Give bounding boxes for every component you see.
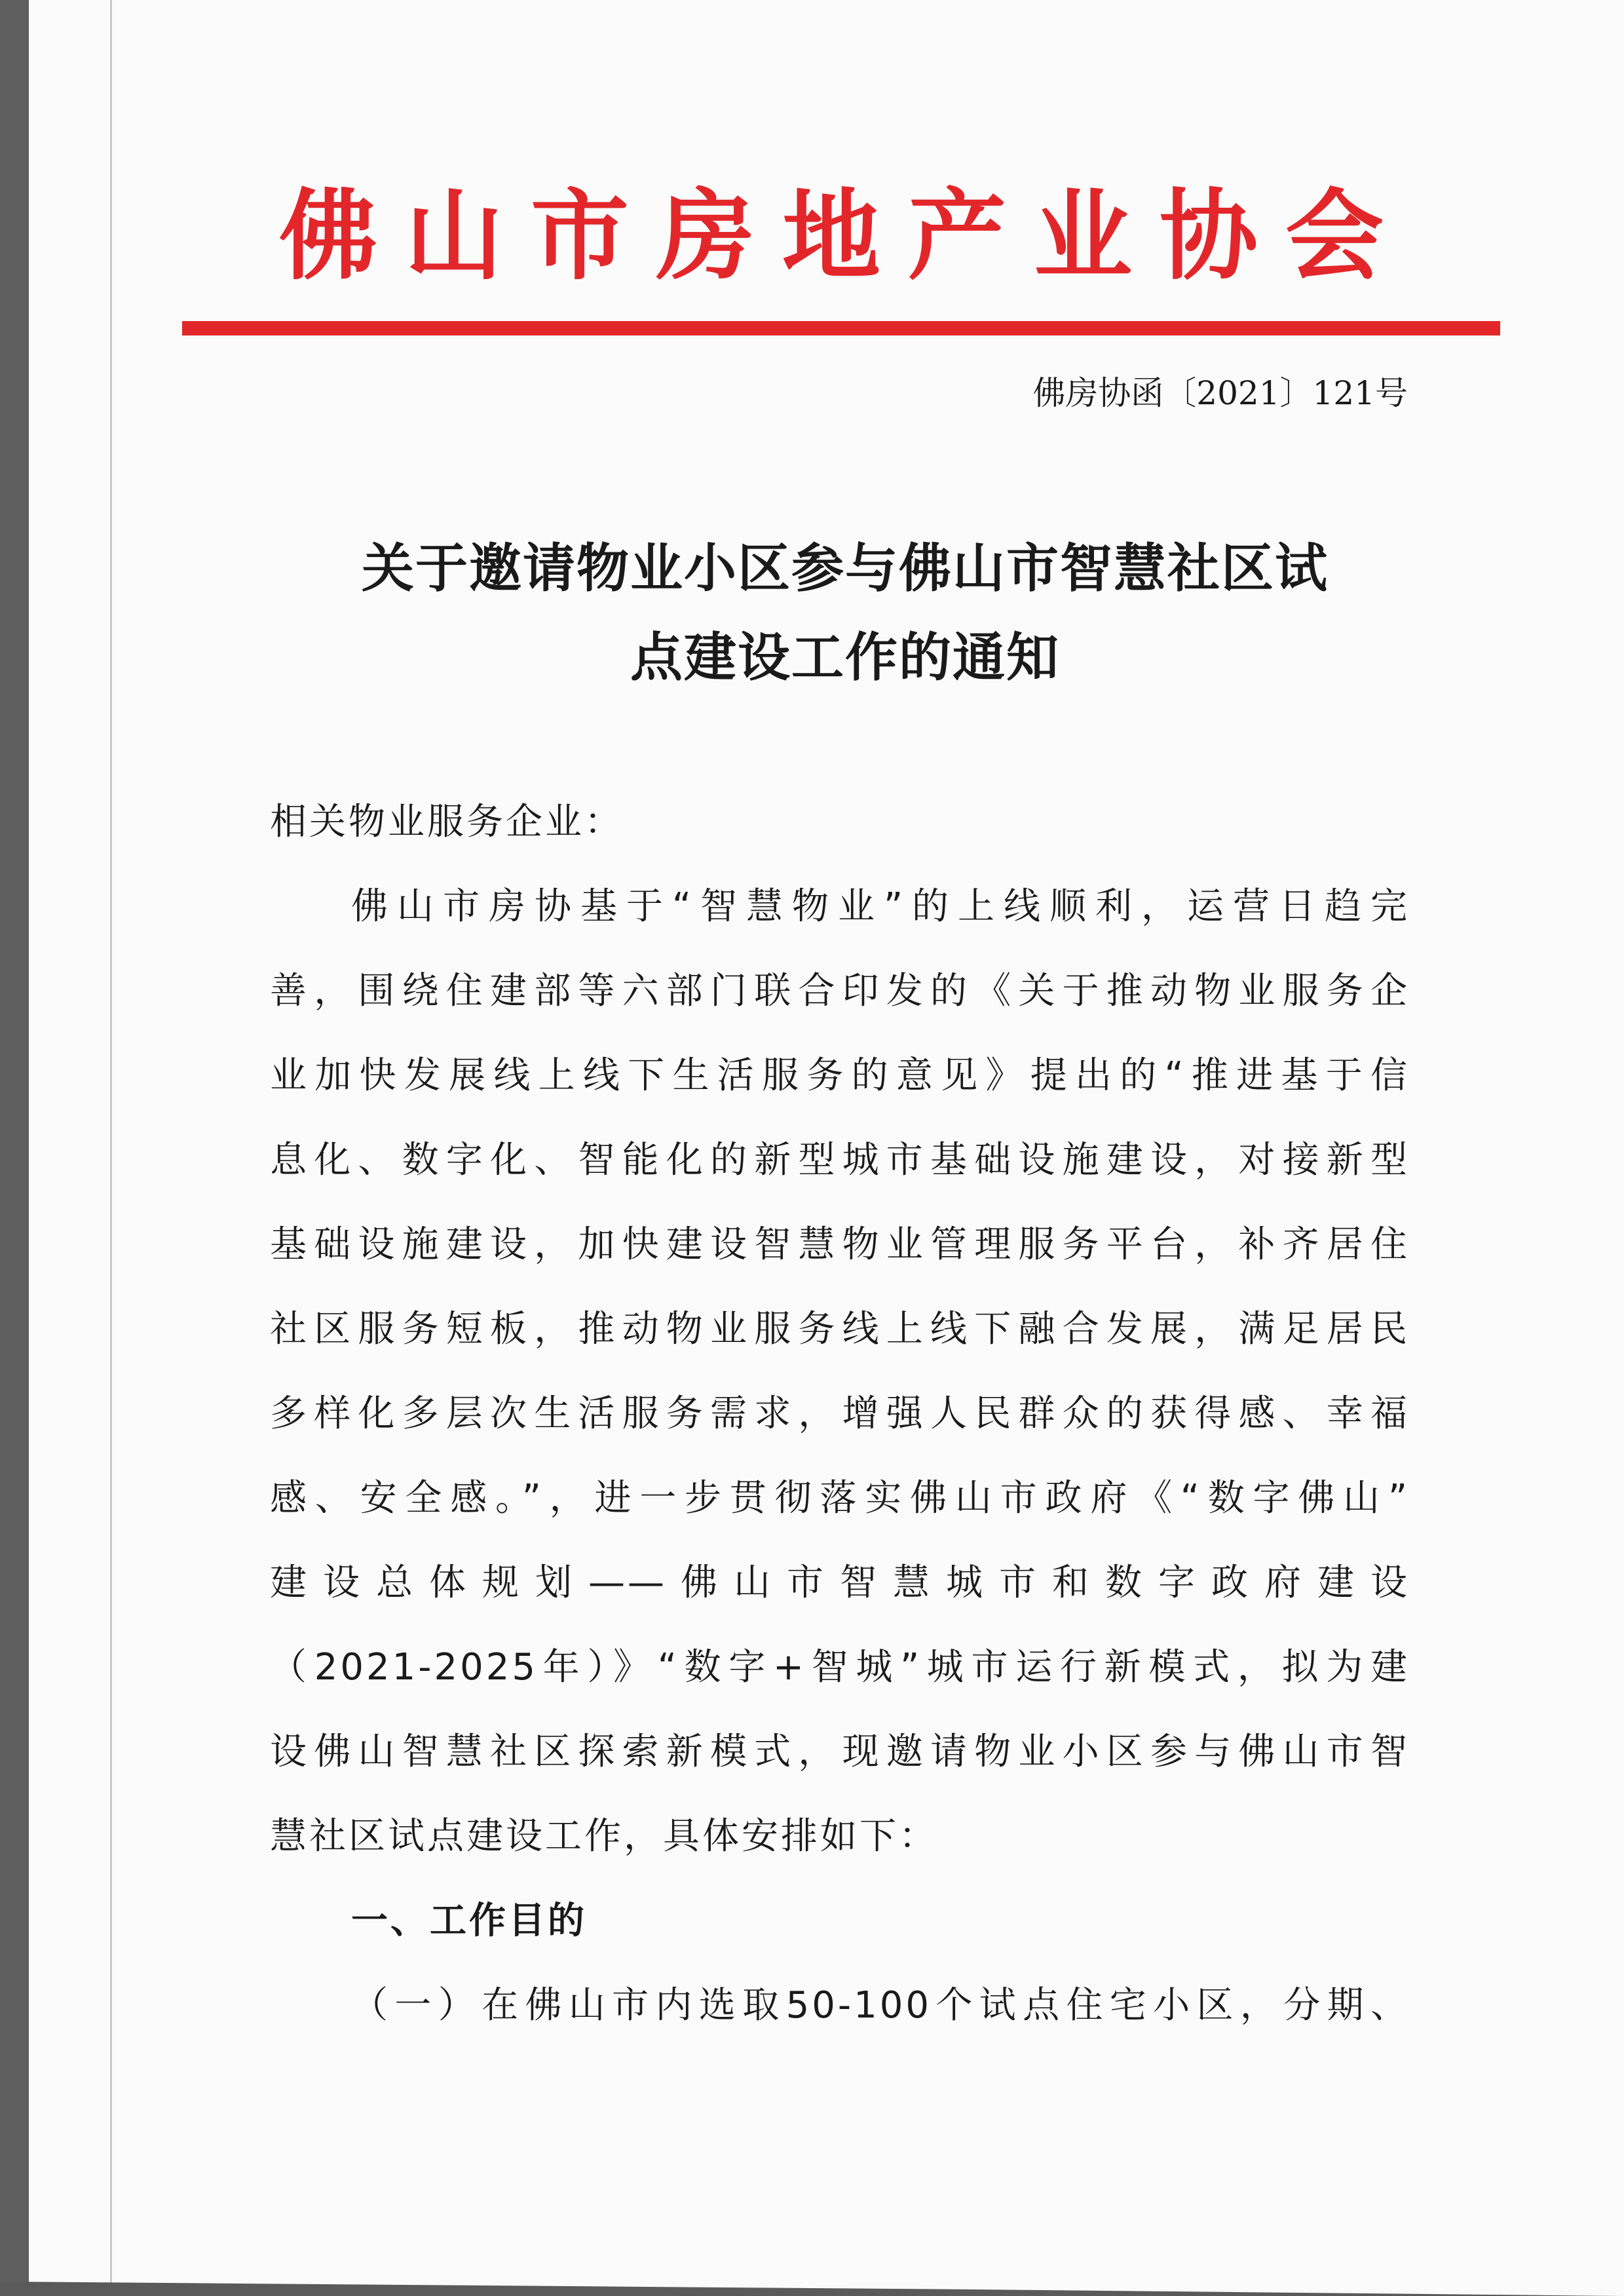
section-heading: 一、工作目的 bbox=[351, 1900, 587, 1942]
document-title-line-1: 关于邀请物业小区参与佛山市智慧社区试 bbox=[362, 538, 1329, 599]
paragraph-line: 设佛山智慧社区探索新模式，现邀请物业小区参与佛山市智 bbox=[270, 1731, 1410, 1773]
document-number: 佛房协函〔2021〕121号 bbox=[1032, 374, 1408, 412]
paragraph-line: 基础设施建设，加快建设智慧物业管理服务平台，补齐居住 bbox=[270, 1223, 1410, 1266]
paragraph-line: 善，围绕住建部等六部门联合印发的《关于推动物业服务企 bbox=[270, 970, 1410, 1012]
paragraph-line: 多样化多层次生活服务需求，增强人民群众的获得感、幸福 bbox=[270, 1392, 1410, 1435]
document-title bbox=[249, 524, 1441, 702]
scan-binding-line bbox=[110, 0, 112, 2296]
paragraph-line: 慧社区试点建设工作，具体安排如下： bbox=[270, 1815, 938, 1858]
scan-border-bottom bbox=[0, 2276, 1624, 2296]
paragraph-line: 佛山市房协基于“智慧物业”的上线顺利，运营日趋完 bbox=[351, 885, 1410, 928]
paragraph-line: 业加快发展线上线下生活服务的意见》提出的“推进基于信 bbox=[270, 1054, 1410, 1097]
letterhead-organization: 佛山市房地产业协会 bbox=[278, 178, 1411, 294]
paragraph-line: 感、安全感。”，进一步贯彻落实佛山市政府《“数字佛山” bbox=[270, 1477, 1410, 1520]
document-title-line-2: 点建设工作的通知 bbox=[630, 627, 1060, 688]
paragraph-line: 息化、数字化、智能化的新型城市基础设施建设，对接新型 bbox=[270, 1139, 1410, 1181]
salutation: 相关物业服务企业： bbox=[270, 801, 624, 843]
document-body bbox=[270, 780, 1410, 2048]
paragraph-line: 建设总体规划——佛山市智慧城市和数字政府建设 bbox=[270, 1561, 1410, 1604]
scan-border-left bbox=[0, 0, 29, 2296]
letterhead-red-rule bbox=[182, 321, 1500, 335]
paragraph-line: 社区服务短板，推动物业服务线上线下融合发展，满足居民 bbox=[270, 1308, 1410, 1350]
list-item-1: （一）在佛山市内选取50-100个试点住宅小区，分期、 bbox=[351, 1984, 1410, 2027]
paragraph-line: （2021-2025年）》“数字+智城”城市运行新模式，拟为建 bbox=[270, 1646, 1410, 1689]
